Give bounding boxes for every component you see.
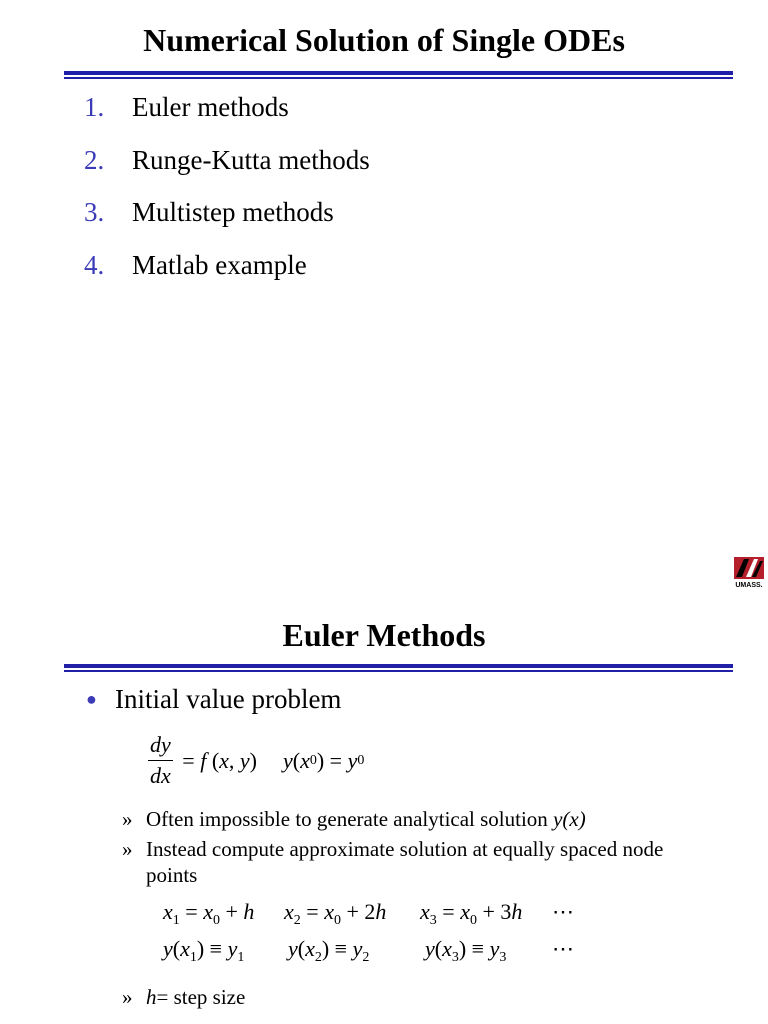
svg-text:UMASS.: UMASS.	[735, 582, 763, 589]
slide-title: Euler Methods	[282, 617, 486, 653]
slide-euler-methods	[0, 592, 768, 1024]
list-item	[84, 250, 370, 303]
item-number: 4.	[84, 249, 105, 280]
title-rule	[64, 71, 733, 79]
sub-bullet-text: Often impossible to generate analytical solution	[146, 807, 554, 831]
node-values-equation: $y(x_1) \equiv y_1$ $y(x_2) \equiv y_2$ $y(x_3) \equiv y_3$ ⋯	[163, 936, 574, 965]
node-points-equation: $x_1 = x_0 + h$ $x_2 = x_0 + 2h$ $x_3 = x_0 + 3h$ ⋯	[163, 899, 574, 928]
ode-equation: $\frac{dy}{dx}$ = f ( x , y ) y ( x 0 ) = y 0	[150, 732, 365, 788]
item-label: Runge-Kutta methods	[132, 144, 370, 175]
sub-bullet-step-size	[122, 985, 245, 1010]
chevron-icon: »	[122, 985, 133, 1009]
sub-bullet-text: = step size	[156, 985, 246, 1009]
math-inline: y(x)	[553, 807, 586, 831]
sub-bullet-text: Instead compute approximate solution at equally spaced node points	[146, 837, 664, 887]
item-label: Multistep methods	[132, 197, 334, 227]
list-item	[84, 145, 370, 198]
umass-logo-icon	[732, 555, 766, 589]
item-label: Euler methods	[132, 92, 289, 122]
topic-list	[84, 92, 370, 302]
list-item	[84, 92, 370, 145]
list-item	[84, 197, 370, 250]
sub-bullet-list	[122, 806, 676, 892]
slide-title: Numerical Solution of Single ODEs	[143, 22, 625, 58]
title-rule	[64, 664, 733, 672]
bullet-text: Initial value problem	[115, 684, 342, 714]
bullet-initial-value	[86, 684, 341, 715]
item-number: 2.	[84, 144, 105, 175]
sub-bullet	[122, 806, 676, 832]
chevron-icon: »	[122, 837, 133, 861]
item-number: 1.	[84, 92, 105, 122]
item-number: 3.	[84, 197, 105, 227]
sub-bullet	[122, 836, 676, 888]
chevron-icon: »	[122, 807, 133, 831]
item-label: Matlab example	[132, 249, 307, 280]
math-inline: h	[146, 985, 157, 1009]
bullet-dot-icon: ●	[86, 689, 97, 709]
